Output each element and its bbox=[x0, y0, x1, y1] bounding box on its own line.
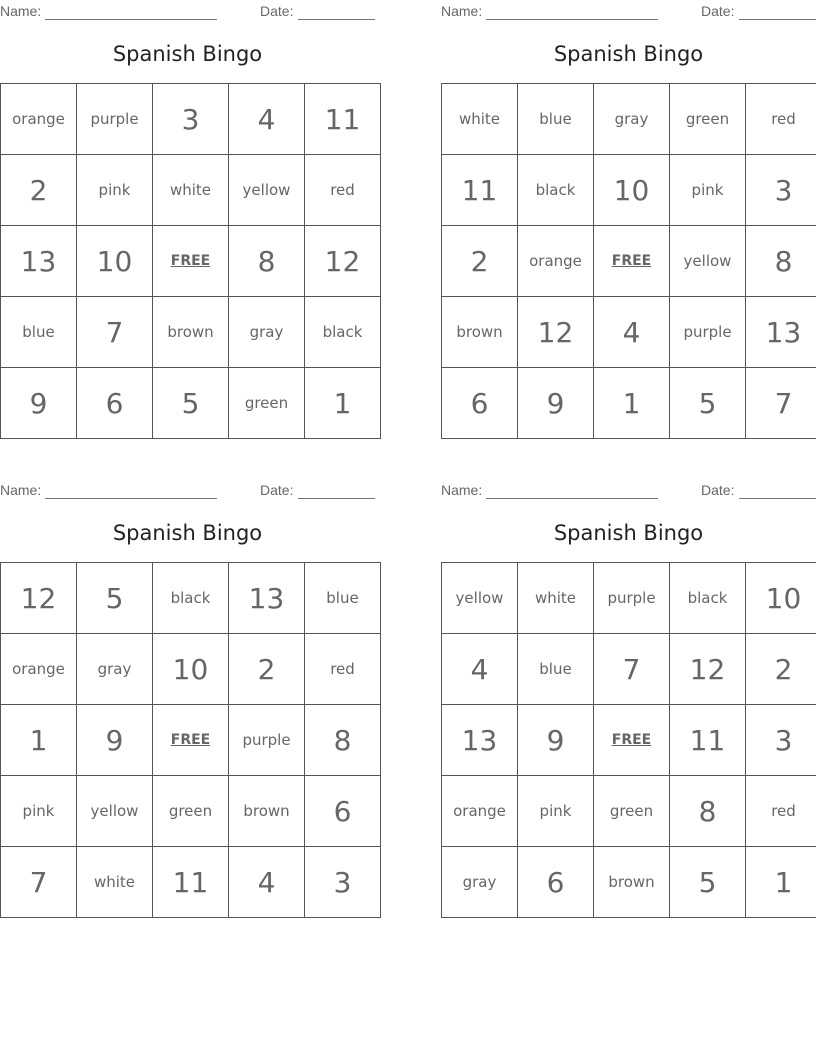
grid-row bbox=[1, 705, 381, 776]
grid-row bbox=[442, 368, 816, 439]
bingo-cell: pink bbox=[1, 776, 77, 847]
bingo-cell: white bbox=[518, 563, 594, 634]
bingo-cell: brown bbox=[442, 297, 518, 368]
grid-row bbox=[442, 776, 816, 847]
bingo-card bbox=[0, 0, 375, 460]
bingo-cell: 2 bbox=[229, 634, 305, 705]
card-title: Spanish Bingo bbox=[112, 42, 263, 66]
date-blank-line bbox=[739, 19, 816, 20]
name-label: Name: bbox=[0, 482, 42, 498]
grid-row bbox=[1, 368, 381, 439]
bingo-cell: 2 bbox=[442, 226, 518, 297]
bingo-cell: 1 bbox=[1, 705, 77, 776]
grid-row bbox=[442, 226, 816, 297]
bingo-cell: white bbox=[442, 84, 518, 155]
bingo-cell: green bbox=[670, 84, 746, 155]
free-space-cell: FREE bbox=[153, 226, 229, 297]
bingo-cell: gray bbox=[442, 847, 518, 918]
bingo-cell: 7 bbox=[1, 847, 77, 918]
bingo-cell: green bbox=[153, 776, 229, 847]
bingo-cell: 6 bbox=[518, 847, 594, 918]
bingo-cell: 8 bbox=[305, 705, 381, 776]
bingo-cell: 8 bbox=[229, 226, 305, 297]
bingo-cell: 9 bbox=[518, 368, 594, 439]
bingo-cell: 11 bbox=[442, 155, 518, 226]
bingo-cell: gray bbox=[594, 84, 670, 155]
bingo-cell: 4 bbox=[442, 634, 518, 705]
date-label: Date: bbox=[701, 482, 735, 498]
card-title: Spanish Bingo bbox=[553, 521, 704, 545]
grid-row bbox=[442, 847, 816, 918]
bingo-cell: 8 bbox=[670, 776, 746, 847]
name-label: Name: bbox=[0, 3, 42, 19]
bingo-card bbox=[441, 479, 816, 939]
bingo-cell: pink bbox=[670, 155, 746, 226]
bingo-cell: 11 bbox=[305, 84, 381, 155]
bingo-cell: gray bbox=[77, 634, 153, 705]
bingo-cell: 5 bbox=[77, 563, 153, 634]
date-blank-line bbox=[298, 19, 375, 20]
bingo-cell: 11 bbox=[670, 705, 746, 776]
bingo-cell: yellow bbox=[229, 155, 305, 226]
bingo-cell: purple bbox=[594, 563, 670, 634]
bingo-cell: black bbox=[518, 155, 594, 226]
grid-row bbox=[442, 297, 816, 368]
bingo-cell: blue bbox=[518, 634, 594, 705]
bingo-cell: 7 bbox=[594, 634, 670, 705]
grid-row bbox=[1, 847, 381, 918]
bingo-cell: orange bbox=[518, 226, 594, 297]
date-label: Date: bbox=[701, 3, 735, 19]
name-label: Name: bbox=[441, 3, 483, 19]
bingo-cell: 2 bbox=[746, 634, 816, 705]
card-title: Spanish Bingo bbox=[112, 521, 263, 545]
bingo-cell: brown bbox=[594, 847, 670, 918]
bingo-cell: 13 bbox=[1, 226, 77, 297]
bingo-cell: orange bbox=[1, 634, 77, 705]
grid-row bbox=[1, 776, 381, 847]
bingo-card bbox=[0, 479, 375, 939]
bingo-cell: 10 bbox=[153, 634, 229, 705]
bingo-cell: 7 bbox=[746, 368, 816, 439]
grid-row bbox=[1, 226, 381, 297]
bingo-cell: red bbox=[305, 155, 381, 226]
bingo-cell: 5 bbox=[670, 368, 746, 439]
bingo-cell: purple bbox=[77, 84, 153, 155]
bingo-cell: gray bbox=[229, 297, 305, 368]
grid-row bbox=[442, 84, 816, 155]
bingo-cell: 4 bbox=[229, 847, 305, 918]
date-blank-line bbox=[739, 498, 816, 499]
name-blank-line bbox=[486, 19, 658, 20]
bingo-cell: yellow bbox=[77, 776, 153, 847]
bingo-cell: 4 bbox=[229, 84, 305, 155]
bingo-cell: orange bbox=[442, 776, 518, 847]
card-header bbox=[441, 3, 816, 19]
grid-row bbox=[1, 634, 381, 705]
bingo-cell: 6 bbox=[305, 776, 381, 847]
bingo-cell: 12 bbox=[670, 634, 746, 705]
bingo-cell: 3 bbox=[746, 705, 816, 776]
bingo-cell: 6 bbox=[442, 368, 518, 439]
name-blank-line bbox=[486, 498, 658, 499]
bingo-cell: 5 bbox=[153, 368, 229, 439]
bingo-cell: brown bbox=[229, 776, 305, 847]
bingo-cell: 12 bbox=[518, 297, 594, 368]
date-label: Date: bbox=[260, 482, 294, 498]
name-label: Name: bbox=[441, 482, 483, 498]
name-blank-line bbox=[45, 19, 217, 20]
bingo-cell: black bbox=[670, 563, 746, 634]
date-label: Date: bbox=[260, 3, 294, 19]
bingo-cell: 7 bbox=[77, 297, 153, 368]
bingo-cell: 9 bbox=[518, 705, 594, 776]
bingo-cell: black bbox=[153, 563, 229, 634]
bingo-grid bbox=[441, 83, 816, 439]
bingo-cell: 13 bbox=[229, 563, 305, 634]
bingo-cell: black bbox=[305, 297, 381, 368]
grid-row bbox=[1, 297, 381, 368]
bingo-cell: pink bbox=[77, 155, 153, 226]
card-header bbox=[0, 3, 375, 19]
bingo-grid bbox=[0, 83, 381, 439]
name-blank-line bbox=[45, 498, 217, 499]
card-header bbox=[441, 482, 816, 498]
bingo-cell: 10 bbox=[594, 155, 670, 226]
grid-row bbox=[1, 563, 381, 634]
bingo-cell: 10 bbox=[77, 226, 153, 297]
free-space-cell: FREE bbox=[594, 705, 670, 776]
bingo-cell: 8 bbox=[746, 226, 816, 297]
bingo-cell: purple bbox=[670, 297, 746, 368]
bingo-cell: red bbox=[746, 84, 816, 155]
bingo-cell: 1 bbox=[305, 368, 381, 439]
bingo-cell: 9 bbox=[1, 368, 77, 439]
bingo-cell: 4 bbox=[594, 297, 670, 368]
grid-row bbox=[1, 84, 381, 155]
bingo-cell: 12 bbox=[305, 226, 381, 297]
bingo-cell: yellow bbox=[670, 226, 746, 297]
grid-row bbox=[442, 705, 816, 776]
card-title: Spanish Bingo bbox=[553, 42, 704, 66]
bingo-cell: 5 bbox=[670, 847, 746, 918]
grid-row bbox=[442, 155, 816, 226]
bingo-cell: 1 bbox=[746, 847, 816, 918]
bingo-cell: 1 bbox=[594, 368, 670, 439]
bingo-grid bbox=[441, 562, 816, 918]
bingo-grid bbox=[0, 562, 381, 918]
bingo-cell: brown bbox=[153, 297, 229, 368]
bingo-cell: 10 bbox=[746, 563, 816, 634]
bingo-cell: 6 bbox=[77, 368, 153, 439]
free-space-cell: FREE bbox=[594, 226, 670, 297]
bingo-cell: 3 bbox=[746, 155, 816, 226]
bingo-cell: white bbox=[153, 155, 229, 226]
card-header bbox=[0, 482, 375, 498]
bingo-cell: 9 bbox=[77, 705, 153, 776]
bingo-cell: purple bbox=[229, 705, 305, 776]
bingo-cell: pink bbox=[518, 776, 594, 847]
bingo-card bbox=[441, 0, 816, 460]
date-blank-line bbox=[298, 498, 375, 499]
bingo-cell: blue bbox=[1, 297, 77, 368]
bingo-cell: 3 bbox=[153, 84, 229, 155]
bingo-cell: red bbox=[746, 776, 816, 847]
bingo-cell: 12 bbox=[1, 563, 77, 634]
bingo-cell: 11 bbox=[153, 847, 229, 918]
bingo-cell: orange bbox=[1, 84, 77, 155]
bingo-cell: 3 bbox=[305, 847, 381, 918]
grid-row bbox=[442, 634, 816, 705]
bingo-cell: yellow bbox=[442, 563, 518, 634]
bingo-cell: blue bbox=[305, 563, 381, 634]
free-space-cell: FREE bbox=[153, 705, 229, 776]
bingo-cell: green bbox=[594, 776, 670, 847]
grid-row bbox=[1, 155, 381, 226]
bingo-cell: 13 bbox=[442, 705, 518, 776]
bingo-cell: red bbox=[305, 634, 381, 705]
bingo-cell: white bbox=[77, 847, 153, 918]
bingo-cell: 2 bbox=[1, 155, 77, 226]
bingo-cell: 13 bbox=[746, 297, 816, 368]
bingo-cell: green bbox=[229, 368, 305, 439]
bingo-cell: blue bbox=[518, 84, 594, 155]
grid-row bbox=[442, 563, 816, 634]
